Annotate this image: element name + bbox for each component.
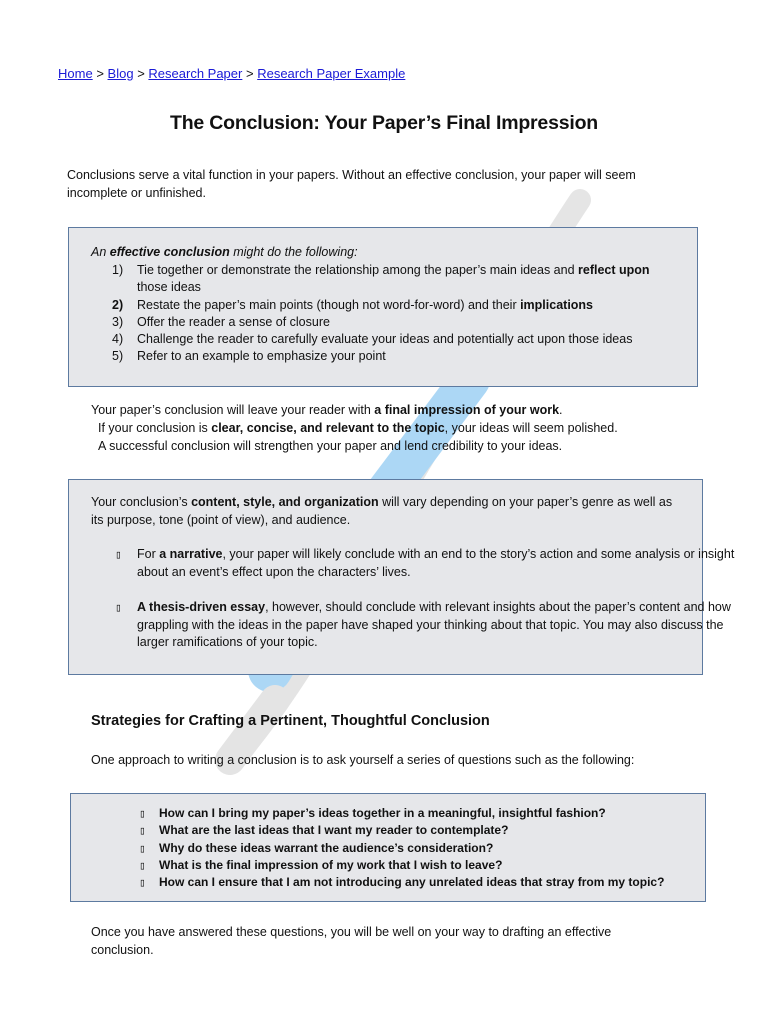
bold-text: a narrative [159, 547, 223, 561]
text: , however, should conclude with relevant insights about the paper’s content and how grappling with the ideas in the paper have shaped your thinking about that topic. You may also discuss the larger ramifications of your topic. [137, 600, 731, 650]
mid-line-2 [91, 419, 691, 437]
breadcrumb-separator: > [96, 66, 104, 81]
item-number: 4) [112, 332, 124, 347]
breadcrumb [58, 65, 405, 83]
lead-bold: effective conclusion [109, 245, 230, 259]
item-bold: reflect upon [578, 263, 650, 277]
text: will vary depending on your paper’s genre as well as its purpose, tone (point of view), and audience. [91, 495, 673, 527]
effective-conclusion-box [68, 227, 698, 387]
bold-text: clear, concise, and relevant to the topic [211, 421, 445, 435]
bold-text: A thesis-driven essay [137, 600, 266, 614]
strategies-heading: Strategies for Crafting a Pertinent, Thoughtful Conclusion [91, 713, 490, 729]
text: For [137, 547, 160, 561]
bullet-icon: ▯ [139, 824, 146, 838]
bullet-icon: ▯ [139, 876, 146, 890]
item-bold: implications [520, 297, 594, 312]
lead-text: An [91, 245, 110, 259]
question-text: Why do these ideas warrant the audience’s consideration? [159, 840, 494, 855]
thesis-bullet [69, 599, 749, 652]
item-text: Refer to an example to emphasize your point [137, 349, 386, 364]
box1-list [69, 262, 669, 366]
bullet-icon: ▯ [139, 841, 146, 855]
text: Your conclusion’s [91, 495, 192, 509]
question-item [71, 874, 701, 891]
list-item [69, 348, 669, 365]
item-number: 5) [112, 349, 124, 364]
text: Your paper’s conclusion will leave your reader with [91, 403, 375, 417]
bullet-icon: ▯ [139, 858, 146, 872]
item-text: those ideas [137, 280, 201, 295]
list-item [69, 331, 669, 348]
box2-paragraph [91, 493, 685, 529]
breadcrumb-blog-link[interactable]: Blog [107, 66, 134, 81]
questions-box [70, 793, 706, 902]
text: , your ideas will seem polished. [444, 421, 618, 435]
mid-line-3: A successful conclusion will strengthen your paper and lend credibility to your ideas. [98, 439, 563, 453]
question-item [71, 857, 701, 874]
bullet-icon: ▯ [139, 807, 146, 820]
bullet-icon: ▯ [115, 601, 122, 614]
page-title: The Conclusion: Your Paper’s Final Impression [169, 112, 599, 134]
list-item [69, 262, 669, 297]
approach-paragraph: One approach to writing a conclusion is to ask yourself a series of questions such as the following: [91, 753, 635, 767]
item-number: 3) [112, 314, 124, 329]
final-impression-paragraph [91, 401, 691, 455]
question-item [71, 805, 701, 822]
item-number: 2) [112, 297, 124, 312]
item-number: 1) [112, 263, 124, 277]
bullet-icon: ▯ [115, 548, 122, 561]
list-item [69, 314, 669, 331]
bold-text: content, style, and organization [191, 495, 379, 509]
questions-list [71, 805, 701, 891]
breadcrumb-separator: > [137, 66, 145, 81]
intro-paragraph: Conclusions serve a vital function in your papers. Without an effective conclusion, your paper will seem incomplete or unfinished. [67, 168, 636, 200]
question-text: What is the final impression of my work that I wish to leave? [159, 857, 503, 872]
breadcrumb-separator: > [245, 66, 254, 81]
item-text: Challenge the reader to carefully evaluate your ideas and potentially act upon those ideas [137, 332, 633, 347]
breadcrumb-research-paper-example-link[interactable]: Research Paper Example [257, 66, 406, 81]
question-text: What are the last ideas that I want my reader to contemplate? [159, 823, 509, 838]
mid-line-1 [91, 401, 691, 419]
breadcrumb-home-link[interactable]: Home [58, 66, 93, 81]
item-text: Restate the paper’s main points (though not word-for-word) and their [137, 297, 521, 312]
text: If your conclusion is [98, 421, 212, 435]
question-text: How can I bring my paper’s ideas together in a meaningful, insightful fashion? [159, 806, 606, 820]
box1-lead [91, 243, 358, 261]
text: , your paper will likely conclude with an end to the story’s action and some analysis or insight about an event’s effect upon the characters’ lives. [137, 547, 735, 579]
bold-text: a final impression of your work [374, 403, 560, 417]
text: . [559, 403, 563, 417]
question-text: How can I ensure that I am not introducing any unrelated ideas that stray from my topic? [159, 875, 665, 890]
lead-text: might do the following: [229, 245, 358, 259]
item-text: Tie together or demonstrate the relationship among the paper’s main ideas and [137, 263, 579, 277]
question-item [71, 822, 701, 839]
genre-box [68, 479, 735, 675]
closing-paragraph: Once you have answered these questions, you will be well on your way to drafting an effective conclusion. [91, 925, 612, 957]
breadcrumb-research-paper-link[interactable]: Research Paper [148, 66, 243, 81]
narrative-bullet [69, 546, 747, 581]
question-item [71, 840, 701, 857]
list-item [69, 297, 669, 314]
item-text: Offer the reader a sense of closure [137, 314, 330, 329]
